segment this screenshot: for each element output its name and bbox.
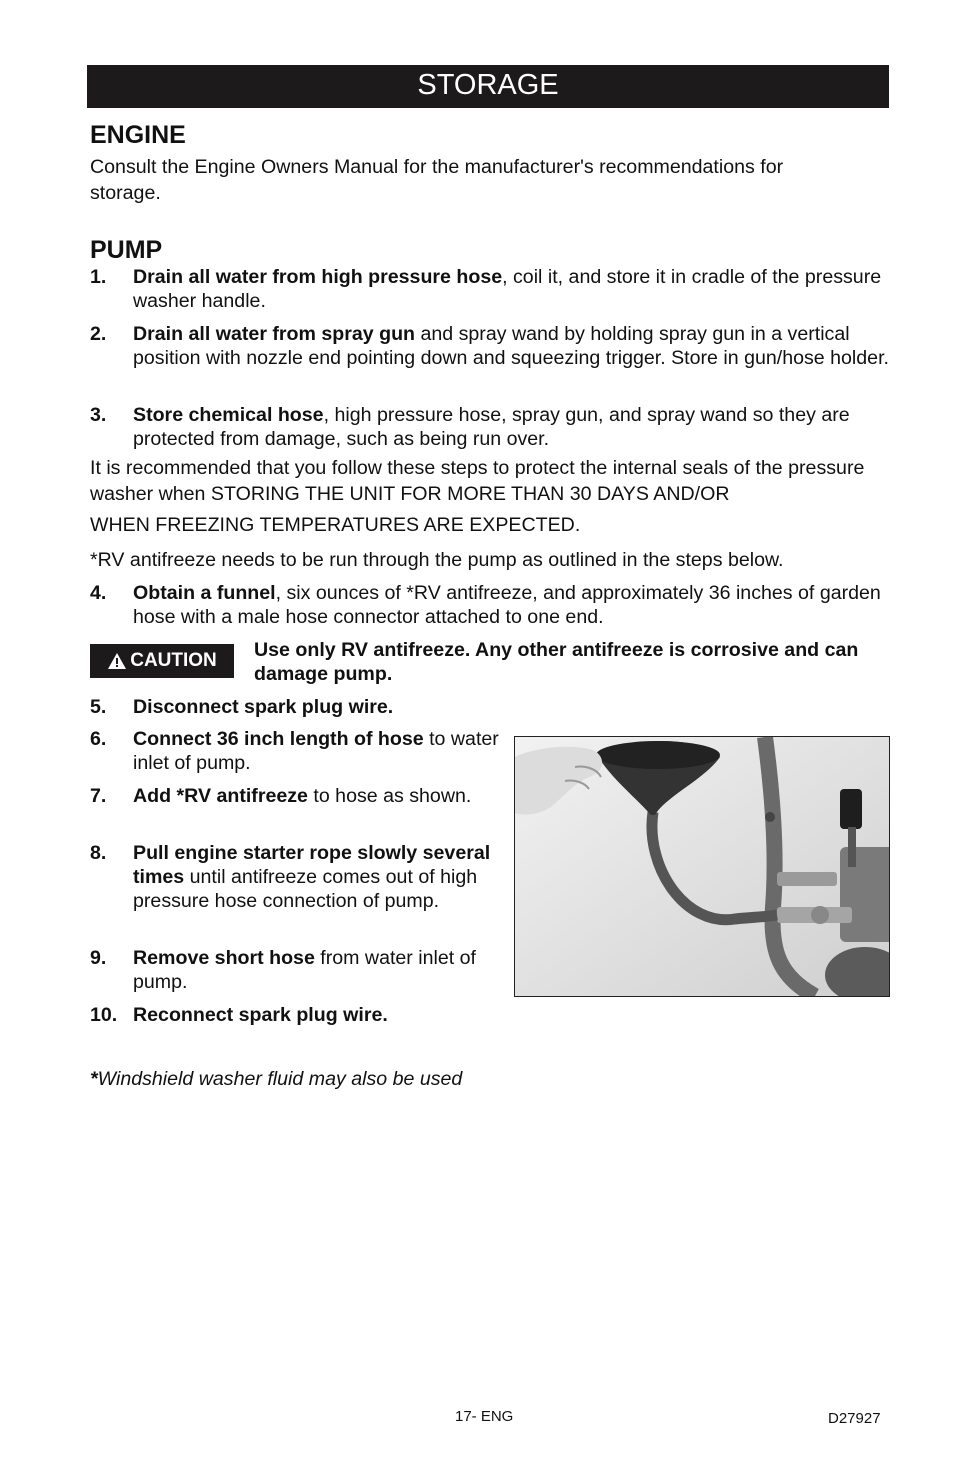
step-number: 4. [90, 582, 107, 604]
recommend-text: It is recommended that you follow these steps to protect the internal seals of the pressure washer when STORING THE UNIT FOR MORE THAN 30 DAYS AND/OR [90, 457, 865, 505]
step-number: 10. [90, 1004, 118, 1026]
step-bold: Add *RV antifreeze [133, 785, 308, 807]
step-bold: Drain all water from spray gun [133, 323, 416, 345]
caution-badge [90, 644, 234, 678]
list-item [90, 581, 890, 629]
antifreeze-note: *RV antifreeze needs to be run through the pump as outlined in the steps below. [90, 549, 784, 571]
list-item [90, 946, 500, 994]
caution-label: CAUTION [130, 650, 217, 671]
step-bold: Disconnect spark plug wire. [133, 696, 394, 718]
step-number: 3. [90, 404, 107, 426]
step-number: 9. [90, 947, 107, 969]
step-number: 1. [90, 266, 107, 288]
warning-triangle-icon [107, 652, 127, 670]
step-bold: Pull engine starter rope slowly several times [133, 842, 491, 888]
step-number: 7. [90, 785, 107, 807]
step-number: 8. [90, 842, 107, 864]
step-text: , six ounces of *RV antifreeze, and approximately 36 inches of garden hose with a male hose connector attached to one end. [133, 582, 881, 628]
recommend-text-2: WHEN FREEZING TEMPERATURES ARE EXPECTED. [90, 514, 581, 536]
step-bold: Drain all water from high pressure hose [133, 266, 503, 288]
page-number: 17- ENG [455, 1408, 514, 1425]
document-id: D27927 [828, 1410, 881, 1427]
footnote [90, 1068, 462, 1091]
step-bold: Connect 36 inch length of hose [133, 728, 424, 750]
engine-heading: ENGINE [90, 121, 186, 149]
pump-heading: PUMP [90, 236, 163, 264]
list-item [90, 727, 500, 775]
step-number: 6. [90, 728, 107, 750]
list-item [90, 695, 500, 719]
caution-text: Use only RV antifreeze. Any other antifreeze is corrosive and can damage pump. [254, 639, 859, 685]
footnote-text: Windshield washer fluid may also be used [97, 1068, 463, 1090]
step-text: to water inlet of pump. [133, 728, 499, 774]
step-text: , high pressure hose, spray gun, and spray wand so they are protected from damage, such as being run over. [133, 404, 850, 450]
list-item [90, 265, 890, 313]
step-bold: Store chemical hose [133, 404, 324, 426]
step-bold: Obtain a funnel [133, 582, 276, 604]
step-bold: Remove short hose [133, 947, 315, 969]
list-item [90, 841, 500, 913]
list-item [90, 1003, 500, 1027]
list-item [90, 322, 890, 370]
step-bold: Reconnect spark plug wire. [133, 1004, 388, 1026]
engine-text: Consult the Engine Owners Manual for the manufacturer's recommendations for storage. [90, 156, 784, 204]
step-text: , coil it, and store it in cradle of the pressure washer handle. [133, 266, 882, 312]
banner-title: STORAGE [417, 69, 559, 101]
list-item [90, 403, 890, 451]
storage-banner [87, 65, 889, 108]
step-number: 5. [90, 696, 107, 718]
funnel-photo [514, 736, 890, 997]
step-text: from water inlet of pump. [133, 947, 477, 993]
step-number: 2. [90, 323, 107, 345]
step-text: and spray wand by holding spray gun in a vertical position with nozzle end pointing down and squeezing trigger. Store in gun/hose holder. [133, 323, 889, 369]
step-text: to hose as shown. [307, 785, 472, 807]
step-text: until antifreeze comes out of high pressure hose connection of pump. [133, 866, 478, 912]
footnote-star: * [90, 1068, 98, 1090]
list-item [90, 784, 500, 808]
